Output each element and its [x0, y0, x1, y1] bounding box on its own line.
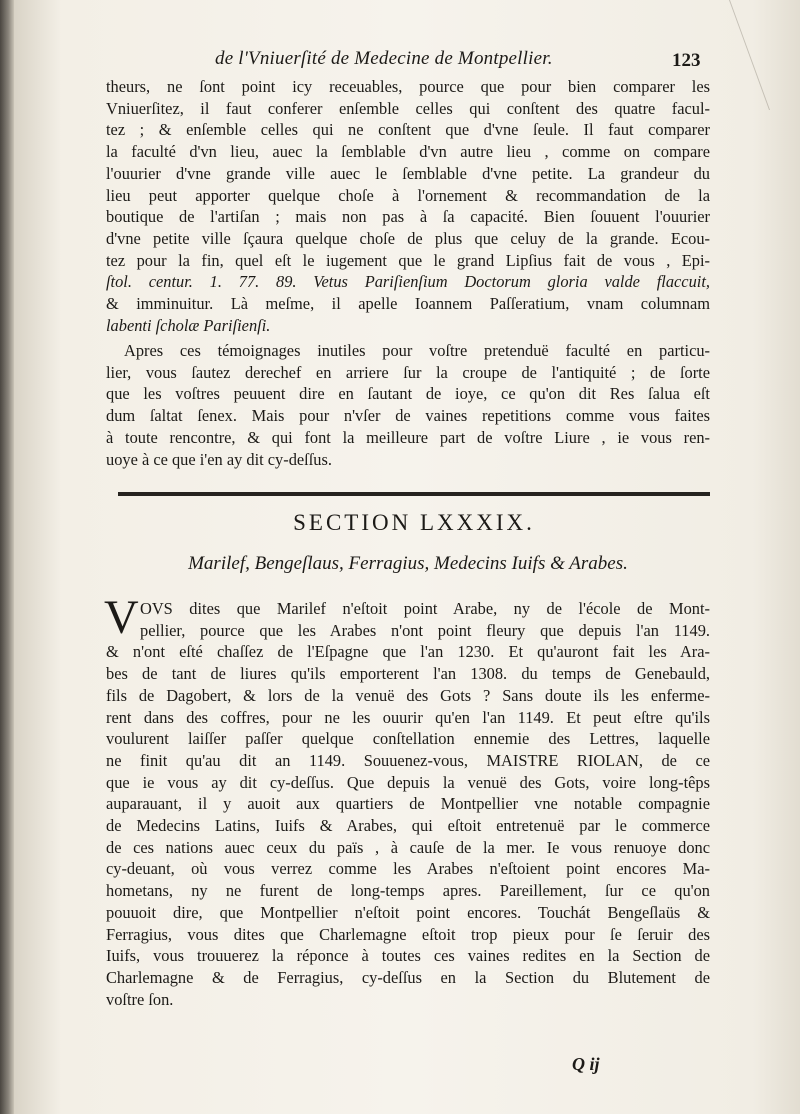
text-line: OVS dites que Marilef n'eſtoit point Arabe, ny de l'école de Mont-: [140, 599, 710, 618]
text-line: d'vne petite ville ſçaura quelque choſe de plus que celuy de la grande. Ecou-: [106, 228, 710, 248]
text-line: ſtol. centur. 1. 77. 89. Vetus Pariſienſium Doctorum gloria valde flaccuit,: [106, 272, 710, 292]
text-line: labenti ſcholæ Pariſienſi.: [106, 315, 271, 335]
text-line: dum ſaltat ſenex. Mais pour n'vſer de vaines repetitions comme vous faites: [106, 406, 710, 426]
paragraph-1: [106, 76, 710, 336]
text-line: de ces nations auec ceux du païs , à cauſe de la mer. Ie vous renuoye donc: [106, 837, 710, 857]
text-line: & n'ont eſté chaſſez de l'Eſpagne que l'an 1230. Et qu'auront fait les Ara-: [106, 642, 710, 662]
text-line: Iuifs, vous trouuerez la réponce à toutes ces vaines redites en la Section de: [106, 946, 710, 966]
text-line: Charlemagne & de Ferragius, cy-deſſus en la Section du Blutement de: [106, 967, 710, 987]
page-number: 123: [672, 50, 701, 71]
text-line: à toute rencontre, & qui font la meilleure part de voſtre Liure , ie vous ren-: [106, 427, 710, 447]
text-line: lier, vous ſautez derechef en arriere ſur la croupe de l'antiquité ; de ſorte: [106, 362, 710, 382]
text-line: tez ; & enſemble celles qui ne conſtent que d'vne ſeule. Il faut comparer: [106, 120, 710, 140]
text-line: Apres ces témoignages inutiles pour voſtre pretenduë faculté en particu-: [124, 341, 710, 360]
text-line: Ferragius, vous dites que Charlemagne eſtoit trop pieux pour ſe ſeruir des: [106, 924, 710, 944]
text-line: de Medecins Latins, Iuifs & Arabes, qui eſtoit entretenuë par le commerce: [106, 816, 710, 836]
text-line: & imminuitur. Là meſme, il apelle Ioannem Paſſeratium, vnam columnam: [106, 294, 710, 314]
text-line: cy-deuant, où vous verrez comme les Arabes n'eſtoient point encores Ma-: [106, 859, 710, 879]
text-line: uoye à ce que i'en ay dit cy-deſſus.: [106, 449, 332, 469]
text-line: pellier, pource que les Arabes n'ont point fleury que depuis l'an 1149.: [140, 620, 710, 640]
text-line: boutique de l'artiſan ; mais non pas à ſa capacité. Bien ſouuent l'ouurier: [106, 207, 710, 227]
text-line: tez pour la fin, quel eſt le iugement que le grand Lipſius fait de vous , Epi-: [106, 250, 710, 270]
text-line: lieu peut apporter quelque choſe à l'ornement & recommandation de la: [106, 185, 710, 205]
text-line: rent dans des coffres, pour ne les ouurir qu'en l'an 1149. Et peut eſtre qu'ils: [106, 707, 710, 727]
text-line: l'ouurier d'vne grande ville auec le ſemblable d'vne petite. La grandeur du: [106, 163, 710, 183]
paragraph-2: [106, 340, 710, 470]
section-divider: [118, 492, 710, 496]
section-subtitle: Marilef, Bengeſlaus, Ferragius, Medecins Iuifs & Arabes.: [188, 553, 628, 574]
text-line: fils de Dagobert, & lors de la venuë des Gots ? Sans doute ils les enferme-: [106, 685, 710, 705]
running-head: de l'Vniuerſité de Medecine de Montpellier.: [215, 48, 553, 69]
text-line: bes de tant de liures qu'ils emporterent l'an 1308. du temps de Genebauld,: [106, 664, 710, 684]
text-line: que ie vous ay dit cy-deſſus. Que depuis la venuë des Gots, voire long-têps: [106, 772, 710, 792]
signature-mark: Q ij: [572, 1054, 600, 1074]
text-line: ne finit qu'au dit an 1149. Souuenez-vous, MAISTRE RIOLAN, de ce: [106, 750, 710, 770]
paragraph-3: [104, 591, 710, 1010]
text-line: auparauant, il y auoit aux quartiers de Montpellier vne notable compagnie: [106, 794, 710, 814]
text-line: theurs, ne ſont point icy receuables, pource que pour bien comparer les: [106, 77, 710, 96]
text-line: voulurent laiſſer paſſer quelque conſtellation ennemie des Lettres, laquelle: [106, 729, 710, 749]
book-spine: [0, 0, 14, 1114]
text-line: la faculté d'vn lieu, auec la ſemblable d'vn autre lieu , comme on compare: [106, 142, 710, 162]
text-line: voſtre ſon.: [106, 989, 174, 1009]
text-line: pouuoit dire, que Montpellier n'eſtoit point encores. Touchát Bengeſlaüs &: [106, 902, 710, 922]
section-title: SECTION LXXXIX.: [293, 510, 535, 535]
drop-cap: V: [104, 591, 139, 644]
text-line: Vniuerſitez, il faut conferer enſemble celles qui conſtent des quatre facul-: [106, 98, 710, 118]
text-line: hometans, ny ne furent de long-temps apres. Pareillement, ſur ce qu'on: [106, 881, 710, 901]
text-line: que les voſtres peuuent dire en ſautant de ioye, ce qu'on dit Res ſalua eſt: [106, 384, 710, 404]
